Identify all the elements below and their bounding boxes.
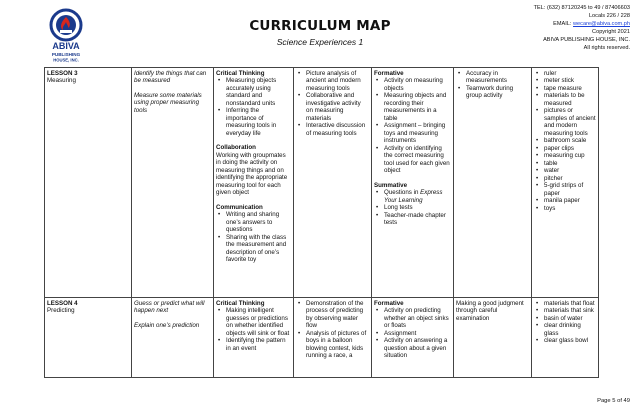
table-row — [45, 298, 599, 378]
contact-block — [430, 5, 630, 52]
assessment-cell: Formative • Activity on measuring objects • Measuring objects and recording their measurements in a table • Assignment – bringing toys and measuring instruments • Activity on identifying the correct measuring tool used for each given object Summative • Questions in Express Your Learning • Long tests • Teacher-made chapter tests — [372, 68, 454, 298]
list-item: • meter stick — [534, 77, 596, 85]
list-item: • materials that sink — [534, 307, 596, 315]
list-item: • Analysis of pictures of boys in a balloon blowing contest, kids running a race, a — [296, 330, 369, 360]
list-item: • pictures or samples of ancient and modern measuring tools — [534, 107, 596, 137]
logo-wordmark: ABIVA — [52, 41, 80, 51]
contact-email-link[interactable]: wecare@abiva.com.ph — [573, 20, 630, 27]
list-item: • Sharing with the class the measurement and description of one’s favorite toy — [216, 234, 291, 264]
list-item: • Assignment — [374, 330, 451, 338]
list-item: • basin of water — [534, 315, 596, 323]
contact-locals: Locals 226 / 228 — [588, 12, 630, 19]
materials-cell — [532, 68, 599, 298]
list-item: • Inferring the importance of measuring tools in everyday life — [216, 107, 291, 137]
contact-rights: All rights reserved. — [583, 44, 630, 51]
list-item: • toys — [534, 205, 596, 213]
list-item: • Measuring objects accurately using standard and nonstandard units — [216, 77, 291, 107]
list-item: • pitcher — [534, 175, 596, 183]
list-item: • Activity on measuring objects — [374, 77, 451, 92]
list-item: • manila paper — [534, 197, 596, 205]
lesson-code: LESSON 4 — [47, 299, 78, 307]
lesson-name: Measuring — [47, 77, 76, 84]
list-item: • Collaborative and investigative activity on measuring materials — [296, 92, 369, 122]
materials-cell — [532, 298, 599, 378]
values-cell: Making a good judgment through careful examination — [454, 298, 532, 378]
table-row — [45, 68, 599, 298]
competency-cell: Guess or predict what will happen next Explain one’s prediction — [132, 298, 214, 378]
activities-cell — [294, 298, 372, 378]
list-item: • Activity on predicting whether an object sinks or floats — [374, 307, 451, 330]
list-item: • Questions in Express Your Learning — [374, 189, 451, 204]
list-item: • paper clips — [534, 145, 596, 153]
list-item: • Interactive discussion of measuring tools — [296, 122, 369, 137]
list-item: • Making intelligent guesses or predictions on whether identified objects will sink or float — [216, 307, 291, 337]
list-item: • Demonstration of the process of predicting by observing water flow — [296, 300, 369, 330]
svg-text:HOUSE, INC.: HOUSE, INC. — [53, 57, 79, 63]
values-cell — [454, 68, 532, 298]
list-item: • tape measure — [534, 85, 596, 93]
list-item: • Measuring objects and recording their measurements in a table — [374, 92, 451, 122]
list-item: • Assignment – bringing toys and measuring instruments — [374, 122, 451, 145]
list-item: • Activity on answering a question about a given situation — [374, 337, 451, 360]
svg-text:PUBLISHING: PUBLISHING — [51, 52, 81, 57]
list-item: • 5-grid strips of paper — [534, 182, 596, 197]
lesson-name: Predicting — [47, 307, 75, 314]
curriculum-table — [44, 67, 599, 378]
competency-cell: Identify the things that can be measured Measure some materials using proper measuring tools — [132, 68, 214, 298]
skills-cell: Critical Thinking • Making intelligent guesses or predictions on whether identified objects will sink or float • Identifying the pattern in an event — [214, 298, 294, 378]
abiva-logo — [44, 8, 88, 64]
activities-cell — [294, 68, 372, 298]
page-number: Page 5 of 49 — [597, 398, 630, 404]
lesson-cell — [45, 68, 132, 298]
assessment-cell: Formative • Activity on predicting whether an object sinks or floats • Assignment • Activity on answering a question about a given situation — [372, 298, 454, 378]
skills-cell: Critical Thinking • Measuring objects accurately using standard and nonstandard units • Inferring the importance of measuring tools in everyday life Collaboration Working with groupmates in doing the activity on measuring things and on identifying the appropriate measuring tool for each given object Communication • Writing and sharing one’s answers to questions • Sharing with the class the measurement and description of one’s favorite toy — [214, 68, 294, 298]
list-item: • water — [534, 167, 596, 175]
lesson-code: LESSON 3 — [47, 69, 78, 77]
contact-publisher: ABIVA PUBLISHING HOUSE, INC. — [543, 36, 630, 43]
list-item: • Long tests — [374, 204, 451, 212]
list-item: • ruler — [534, 70, 596, 78]
lesson-cell — [45, 298, 132, 378]
contact-email-label: EMAIL: — [553, 20, 574, 27]
list-item: • Picture analysis of ancient and modern measuring tools — [296, 70, 369, 93]
list-item: • table — [534, 160, 596, 168]
list-item: • Accuracy in measurements — [456, 70, 529, 85]
list-item: • Teacher-made chapter tests — [374, 212, 451, 227]
contact-copyright: Copyright 2021 — [592, 28, 630, 35]
list-item: • measuring cup — [534, 152, 596, 160]
list-item: • clear glass bowl — [534, 337, 596, 345]
list-item: • Teamwork during group activity — [456, 85, 529, 100]
list-item: • materials that float — [534, 300, 596, 308]
page-title: CURRICULUM MAP — [249, 18, 391, 34]
page-subtitle: Science Experiences 1 — [276, 37, 364, 47]
list-item: • bathroom scale — [534, 137, 596, 145]
list-item: • clear drinking glass — [534, 322, 596, 337]
contact-tel: TEL: (632) 87120245 to 49 / 87406603 — [533, 5, 630, 11]
list-item: • Writing and sharing one’s answers to questions — [216, 211, 291, 234]
list-item: • materials to be measured — [534, 92, 596, 107]
list-item: • Activity on identifying the correct measuring tool used for each given object — [374, 145, 451, 175]
document-header — [180, 18, 460, 47]
list-item: • Identifying the pattern in an event — [216, 337, 291, 352]
